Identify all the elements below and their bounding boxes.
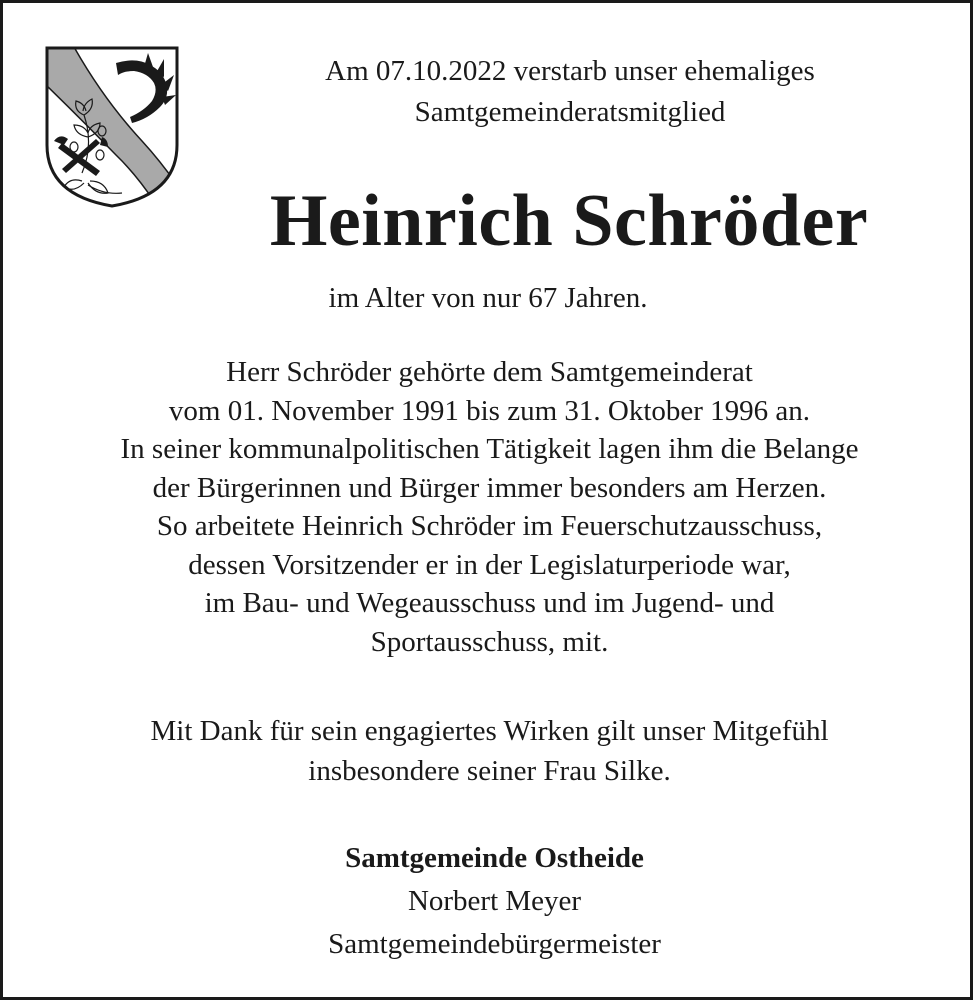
deceased-name: Heinrich Schröder	[269, 180, 869, 262]
tribute-line: der Bürgerinnen und Bürger immer besonders am Herzen.	[152, 471, 827, 504]
age-line: im Alter von nur 67 Jahren.	[328, 282, 648, 314]
condolence-line: Mit Dank für sein engagiertes Wirken gilt unser Mitgefühl	[150, 715, 829, 747]
tribute-text	[3, 353, 973, 661]
organization-name: Samtgemeinde Ostheide	[345, 842, 644, 874]
condolence-line: insbesondere seiner Frau Silke.	[308, 755, 671, 787]
tribute-line: In seiner kommunalpolitischen Tätigkeit lagen ihm die Belange	[120, 433, 859, 465]
coat-of-arms-icon	[44, 45, 180, 209]
signatory-title: Samtgemeindebürgermeister	[328, 928, 661, 960]
tribute-line: Sportausschuss, mit.	[370, 625, 609, 658]
signature-block	[3, 837, 973, 966]
tribute-line: vom 01. November 1991 bis zum 31. Oktober 1996 an.	[168, 394, 811, 427]
signatory-name: Norbert Meyer	[407, 885, 582, 917]
tribute-line: im Bau- und Wegeausschuss und im Jugend- und	[204, 587, 775, 619]
tribute-line: Herr Schröder gehörte dem Samtgemeinderat	[226, 356, 753, 388]
tribute-line: dessen Vorsitzender er in der Legislaturperiode war,	[188, 548, 791, 581]
condolence-text	[3, 711, 973, 791]
intro-line: Am 07.10.2022 verstarb unser ehemaliges	[325, 55, 815, 87]
intro-line: Samtgemeinderatsmitglied	[414, 96, 726, 128]
tribute-line: So arbeitete Heinrich Schröder im Feuerschutzausschuss,	[156, 510, 823, 542]
